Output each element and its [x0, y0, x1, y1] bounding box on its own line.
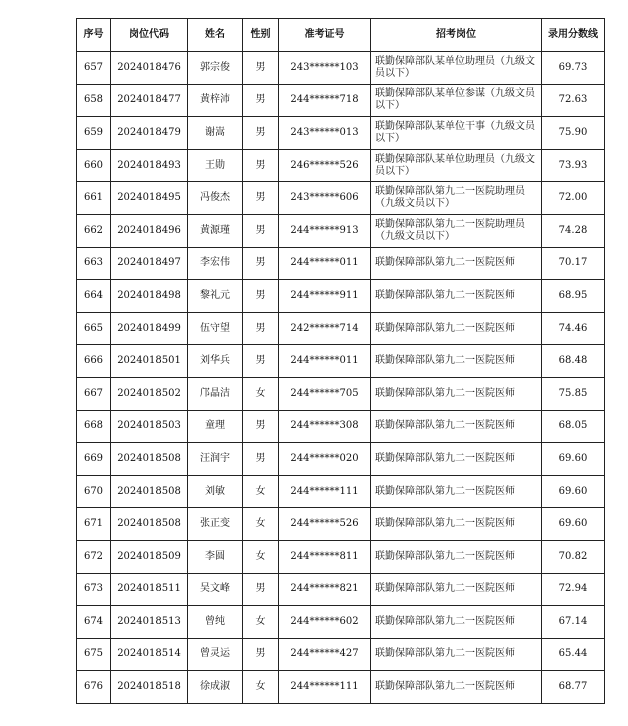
cell-name: 刘敏 — [188, 475, 243, 508]
header-row — [77, 19, 605, 52]
cell-score: 68.95 — [542, 280, 605, 313]
table-row — [77, 377, 605, 410]
cell-sex: 男 — [243, 280, 279, 313]
cell-sex: 男 — [243, 410, 279, 443]
table-row — [77, 508, 605, 541]
cell-post: 联勤保障部队第九二一医院医师 — [371, 573, 542, 606]
cell-name: 黄源瑾 — [188, 214, 243, 247]
table-row — [77, 182, 605, 215]
cell-id: 244******811 — [279, 540, 371, 573]
cell-no: 666 — [77, 345, 111, 378]
cell-score: 69.60 — [542, 508, 605, 541]
cell-code: 2024018495 — [111, 182, 188, 215]
table-row — [77, 671, 605, 704]
cell-code: 2024018502 — [111, 377, 188, 410]
cell-no: 663 — [77, 247, 111, 280]
table-row — [77, 345, 605, 378]
cell-score: 65.44 — [542, 638, 605, 671]
cell-id: 244******020 — [279, 443, 371, 476]
cell-id: 244******011 — [279, 247, 371, 280]
header-id: 准考证号 — [279, 19, 371, 52]
cell-sex: 男 — [243, 52, 279, 85]
cell-score: 69.60 — [542, 475, 605, 508]
cell-post: 联勤保障部队第九二一医院医师 — [371, 540, 542, 573]
cell-post: 联勤保障部队某单位助理员（九级文员以下） — [371, 149, 542, 182]
cell-sex: 男 — [243, 182, 279, 215]
cell-name: 张正变 — [188, 508, 243, 541]
cell-code: 2024018514 — [111, 638, 188, 671]
cell-sex: 女 — [243, 508, 279, 541]
table-row — [77, 573, 605, 606]
cell-no: 667 — [77, 377, 111, 410]
table-row — [77, 247, 605, 280]
cell-name: 黄梓沛 — [188, 84, 243, 117]
table-row — [77, 475, 605, 508]
cell-post: 联勤保障部队第九二一医院助理员（九级文员以下） — [371, 182, 542, 215]
cell-score: 72.00 — [542, 182, 605, 215]
cell-score: 68.77 — [542, 671, 605, 704]
cell-name: 王勋 — [188, 149, 243, 182]
cell-score: 75.90 — [542, 117, 605, 150]
cell-score: 72.63 — [542, 84, 605, 117]
cell-code: 2024018503 — [111, 410, 188, 443]
cell-id: 244******911 — [279, 280, 371, 313]
cell-sex: 女 — [243, 377, 279, 410]
cell-post: 联勤保障部队第九二一医院医师 — [371, 508, 542, 541]
cell-code: 2024018508 — [111, 475, 188, 508]
cell-name: 吴文峰 — [188, 573, 243, 606]
cell-id: 244******602 — [279, 606, 371, 639]
cell-score: 67.14 — [542, 606, 605, 639]
header-name: 姓名 — [188, 19, 243, 52]
cell-sex: 女 — [243, 606, 279, 639]
cell-post: 联勤保障部队第九二一医院医师 — [371, 638, 542, 671]
cell-id: 244******821 — [279, 573, 371, 606]
cell-no: 676 — [77, 671, 111, 704]
cell-id: 244******705 — [279, 377, 371, 410]
cell-name: 曾灵运 — [188, 638, 243, 671]
cell-sex: 男 — [243, 149, 279, 182]
cell-name: 童理 — [188, 410, 243, 443]
cell-sex: 男 — [243, 117, 279, 150]
cell-score: 70.17 — [542, 247, 605, 280]
cell-score: 68.48 — [542, 345, 605, 378]
cell-no: 675 — [77, 638, 111, 671]
cell-no: 658 — [77, 84, 111, 117]
header-score: 录用分数线 — [542, 19, 605, 52]
cell-score: 73.93 — [542, 149, 605, 182]
cell-no: 670 — [77, 475, 111, 508]
table-row — [77, 606, 605, 639]
admission-table — [76, 18, 605, 704]
cell-name: 李宏伟 — [188, 247, 243, 280]
cell-score: 74.46 — [542, 312, 605, 345]
table-row — [77, 638, 605, 671]
cell-sex: 男 — [243, 443, 279, 476]
cell-post: 联勤保障部队某单位参谋（九级文员以下） — [371, 84, 542, 117]
header-sex: 性别 — [243, 19, 279, 52]
cell-code: 2024018508 — [111, 508, 188, 541]
cell-sex: 男 — [243, 312, 279, 345]
cell-sex: 男 — [243, 84, 279, 117]
cell-no: 664 — [77, 280, 111, 313]
cell-code: 2024018511 — [111, 573, 188, 606]
cell-sex: 女 — [243, 540, 279, 573]
cell-no: 665 — [77, 312, 111, 345]
cell-name: 郭宗俊 — [188, 52, 243, 85]
cell-name: 邝晶洁 — [188, 377, 243, 410]
table-row — [77, 214, 605, 247]
header-code: 岗位代码 — [111, 19, 188, 52]
cell-score: 72.94 — [542, 573, 605, 606]
cell-score: 68.05 — [542, 410, 605, 443]
cell-id: 244******111 — [279, 671, 371, 704]
cell-post: 联勤保障部队第九二一医院医师 — [371, 606, 542, 639]
cell-code: 2024018501 — [111, 345, 188, 378]
cell-post: 联勤保障部队第九二一医院医师 — [371, 312, 542, 345]
cell-sex: 男 — [243, 638, 279, 671]
cell-id: 242******714 — [279, 312, 371, 345]
cell-name: 黎礼元 — [188, 280, 243, 313]
cell-no: 673 — [77, 573, 111, 606]
cell-post: 联勤保障部队第九二一医院医师 — [371, 475, 542, 508]
cell-id: 243******606 — [279, 182, 371, 215]
table-row — [77, 410, 605, 443]
cell-post: 联勤保障部队某单位助理员（九级文员以下） — [371, 52, 542, 85]
table-row — [77, 149, 605, 182]
cell-post: 联勤保障部队第九二一医院助理员（九级文员以下） — [371, 214, 542, 247]
cell-score: 69.73 — [542, 52, 605, 85]
table-row — [77, 84, 605, 117]
cell-code: 2024018499 — [111, 312, 188, 345]
cell-name: 冯俊杰 — [188, 182, 243, 215]
cell-post: 联勤保障部队第九二一医院医师 — [371, 247, 542, 280]
table-row — [77, 540, 605, 573]
cell-code: 2024018513 — [111, 606, 188, 639]
table-row — [77, 52, 605, 85]
cell-code: 2024018477 — [111, 84, 188, 117]
cell-no: 669 — [77, 443, 111, 476]
cell-score: 70.82 — [542, 540, 605, 573]
cell-post: 联勤保障部队第九二一医院医师 — [371, 377, 542, 410]
header-no: 序号 — [77, 19, 111, 52]
cell-post: 联勤保障部队第九二一医院医师 — [371, 671, 542, 704]
cell-code: 2024018497 — [111, 247, 188, 280]
cell-id: 244******718 — [279, 84, 371, 117]
cell-sex: 女 — [243, 475, 279, 508]
cell-sex: 男 — [243, 573, 279, 606]
cell-name: 汪润宇 — [188, 443, 243, 476]
cell-id: 243******013 — [279, 117, 371, 150]
cell-sex: 女 — [243, 671, 279, 704]
cell-name: 谢嵩 — [188, 117, 243, 150]
cell-no: 662 — [77, 214, 111, 247]
cell-post: 联勤保障部队第九二一医院医师 — [371, 443, 542, 476]
cell-score: 74.28 — [542, 214, 605, 247]
cell-id: 243******103 — [279, 52, 371, 85]
cell-code: 2024018496 — [111, 214, 188, 247]
cell-no: 661 — [77, 182, 111, 215]
cell-code: 2024018476 — [111, 52, 188, 85]
cell-name: 徐成淑 — [188, 671, 243, 704]
cell-name: 伍守望 — [188, 312, 243, 345]
table-row — [77, 312, 605, 345]
cell-code: 2024018498 — [111, 280, 188, 313]
cell-no: 674 — [77, 606, 111, 639]
cell-no: 671 — [77, 508, 111, 541]
cell-name: 李圆 — [188, 540, 243, 573]
cell-code: 2024018493 — [111, 149, 188, 182]
cell-code: 2024018509 — [111, 540, 188, 573]
cell-code: 2024018508 — [111, 443, 188, 476]
table-row — [77, 280, 605, 313]
table-row — [77, 117, 605, 150]
cell-id: 244******011 — [279, 345, 371, 378]
cell-id: 244******111 — [279, 475, 371, 508]
cell-score: 75.85 — [542, 377, 605, 410]
cell-id: 244******913 — [279, 214, 371, 247]
cell-post: 联勤保障部队第九二一医院医师 — [371, 280, 542, 313]
cell-post: 联勤保障部队第九二一医院医师 — [371, 410, 542, 443]
header-post: 招考岗位 — [371, 19, 542, 52]
cell-no: 657 — [77, 52, 111, 85]
cell-score: 69.60 — [542, 443, 605, 476]
cell-no: 660 — [77, 149, 111, 182]
cell-id: 244******427 — [279, 638, 371, 671]
table-row — [77, 443, 605, 476]
cell-sex: 男 — [243, 247, 279, 280]
cell-code: 2024018479 — [111, 117, 188, 150]
cell-sex: 男 — [243, 214, 279, 247]
cell-name: 曾纯 — [188, 606, 243, 639]
cell-name: 刘华兵 — [188, 345, 243, 378]
cell-id: 244******308 — [279, 410, 371, 443]
cell-id: 244******526 — [279, 508, 371, 541]
cell-post: 联勤保障部队第九二一医院医师 — [371, 345, 542, 378]
cell-code: 2024018518 — [111, 671, 188, 704]
cell-post: 联勤保障部队某单位干事（九级文员以下） — [371, 117, 542, 150]
cell-no: 672 — [77, 540, 111, 573]
cell-id: 246******526 — [279, 149, 371, 182]
cell-no: 659 — [77, 117, 111, 150]
cell-sex: 男 — [243, 345, 279, 378]
cell-no: 668 — [77, 410, 111, 443]
